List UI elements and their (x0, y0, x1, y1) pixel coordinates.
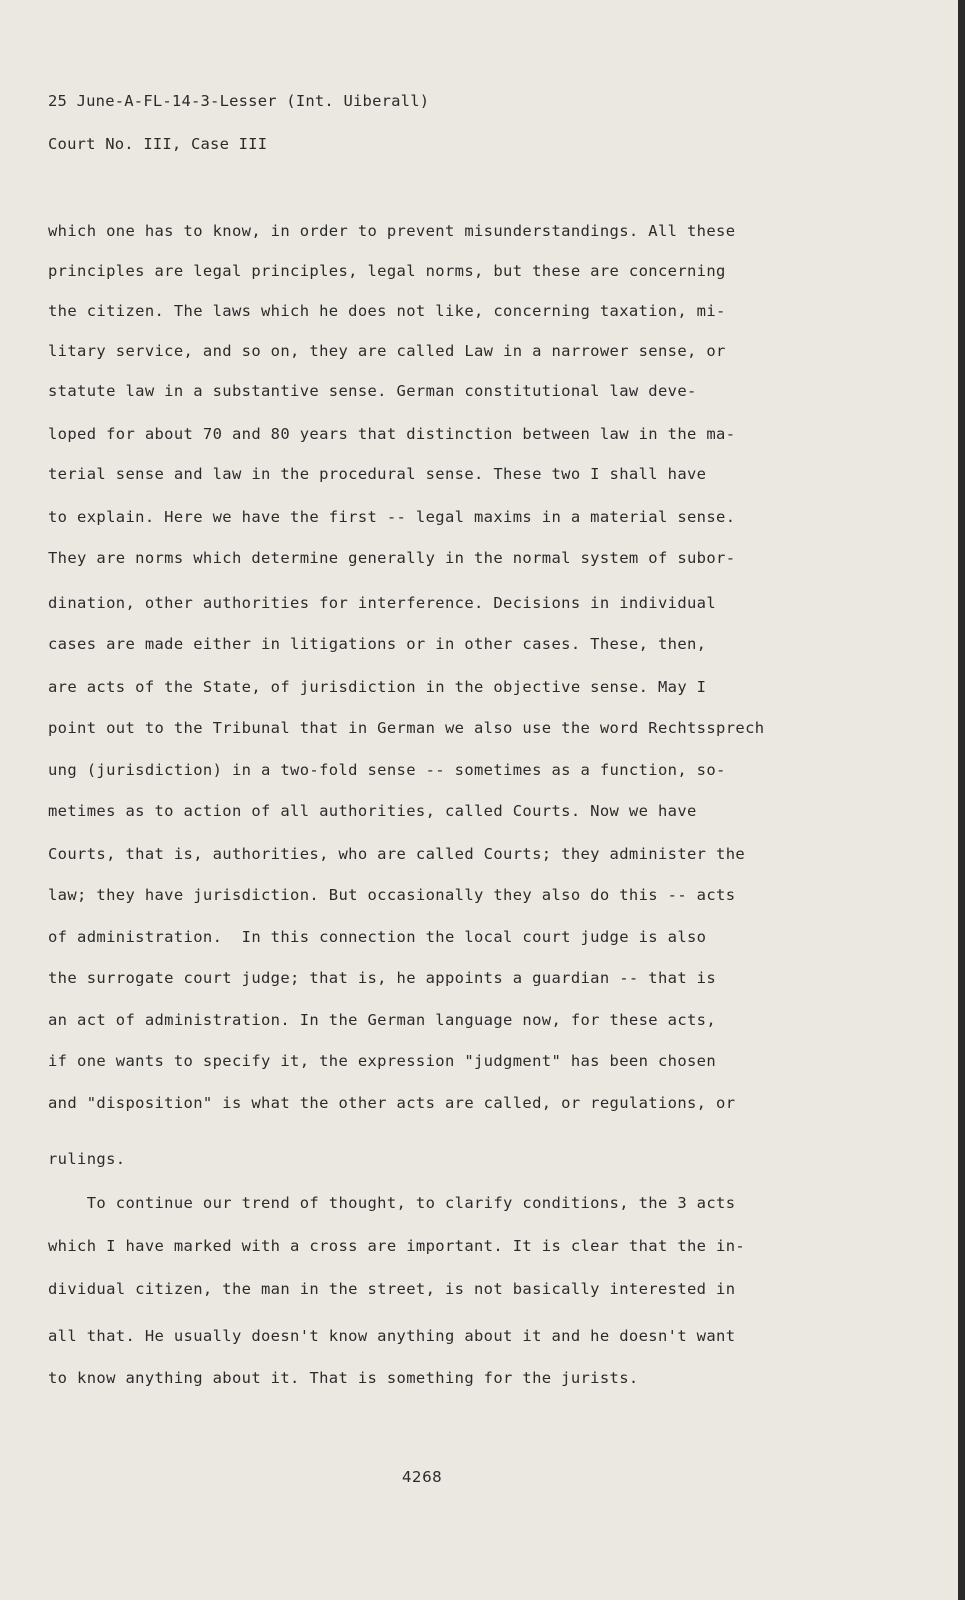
body-text-line: all that. He usually doesn't know anything about it and he doesn't want (48, 1327, 736, 1345)
body-text-line: law; they have jurisdiction. But occasionally they also do this -- acts (48, 886, 736, 904)
body-text-line: which I have marked with a cross are important. It is clear that the in- (48, 1237, 746, 1255)
body-text-line: rulings. (48, 1150, 126, 1168)
body-text-line: cases are made either in litigations or in other cases. These, then, (48, 635, 707, 653)
body-text-line: the citizen. The laws which he does not like, concerning taxation, mi- (48, 302, 726, 320)
body-text-line: point out to the Tribunal that in German we also use the word Rechtssprech (48, 719, 765, 737)
body-text-line: and "disposition" is what the other acts are called, or regulations, or (48, 1094, 736, 1112)
body-text-line: to know anything about it. That is something for the jurists. (48, 1369, 639, 1387)
body-text-line: statute law in a substantive sense. German constitutional law deve- (48, 382, 697, 400)
body-text-line: dination, other authorities for interference. Decisions in individual (48, 594, 717, 612)
body-text-line: are acts of the State, of jurisdiction in the objective sense. May I (48, 678, 707, 696)
court-case-line: Court No. III, Case III (48, 135, 268, 153)
body-text-line: terial sense and law in the procedural sense. These two I shall have (48, 465, 707, 483)
body-text-line: ung (jurisdiction) in a two-fold sense -- sometimes as a function, so- (48, 761, 726, 779)
page-number: 4268 (402, 1468, 443, 1486)
body-text-line: loped for about 70 and 80 years that distinction between law in the ma- (48, 425, 736, 443)
body-text-line: if one wants to specify it, the expression "judgment" has been chosen (48, 1052, 717, 1070)
body-text-line: the surrogate court judge; that is, he appoints a guardian -- that is (48, 969, 717, 987)
body-text-line: To continue our trend of thought, to clarify conditions, the 3 acts (48, 1194, 736, 1212)
body-text-line: Courts, that is, authorities, who are called Courts; they administer the (48, 845, 746, 863)
body-text-line: of administration. In this connection the local court judge is also (48, 928, 707, 946)
body-text-line: principles are legal principles, legal norms, but these are concerning (48, 262, 726, 280)
body-text-line: which one has to know, in order to prevent misunderstandings. All these (48, 222, 736, 240)
body-text-line: metimes as to action of all authorities, called Courts. Now we have (48, 802, 697, 820)
body-text-line: to explain. Here we have the first -- legal maxims in a material sense. (48, 508, 736, 526)
body-text-line: litary service, and so on, they are called Law in a narrower sense, or (48, 342, 726, 360)
document-reference: 25 June-A-FL-14-3-Lesser (Int. Uiberall) (48, 92, 430, 110)
body-text-line: They are norms which determine generally in the normal system of subor- (48, 549, 736, 567)
body-text-line: an act of administration. In the German language now, for these acts, (48, 1011, 717, 1029)
body-text-line: dividual citizen, the man in the street, is not basically interested in (48, 1280, 736, 1298)
page-edge (958, 0, 965, 1600)
